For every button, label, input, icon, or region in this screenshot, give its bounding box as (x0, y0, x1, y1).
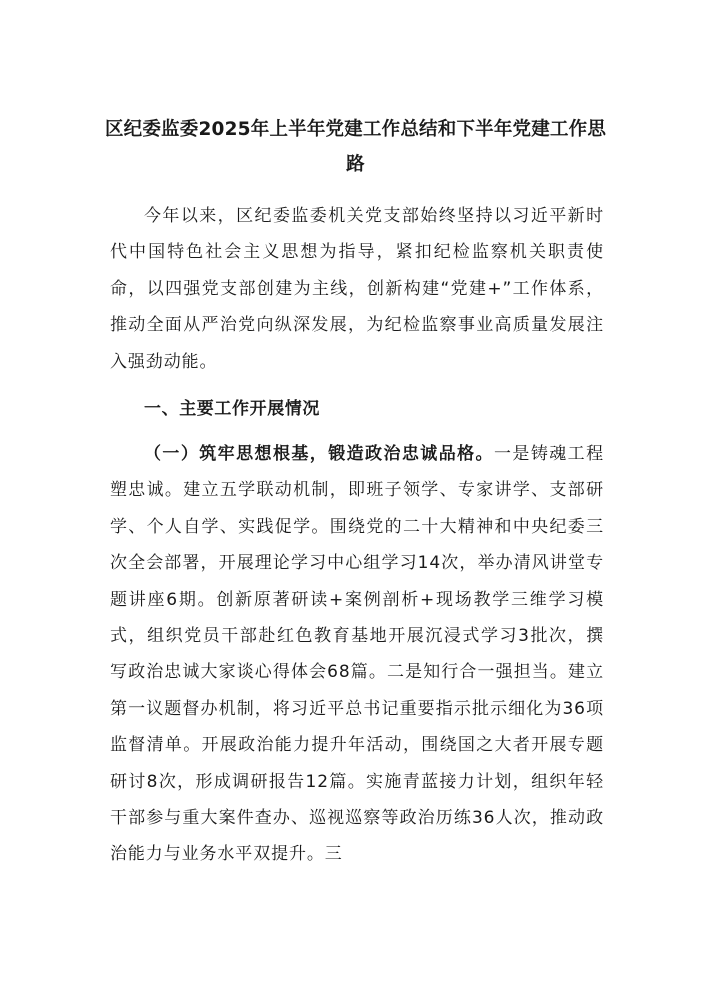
section-paragraph (110, 436, 604, 873)
subsection-heading: （一）筑牢思想根基，锻造政治忠诚品格。 (144, 444, 494, 464)
subsection-body: 一是铸魂工程塑忠诚。建立五学联动机制，即班子领学、专家讲学、支部研学、个人自学、实践促学。围绕党的二十大精神和中央纪委三次全会部署，开展理论学习中心组学习14次，举办清风讲堂专题讲座6期。创新原著研读+案例剖析+现场教学三维学习模式，组织党员干部赴红色教育基地开展沉浸式学习3批次，撰写政治忠诚大家谈心得体会68篇。二是知行合一强担当。建立第一议题督办机制，将习近平总书记重要指示批示细化为36项监督清单。开展政治能力提升年活动，围绕国之大者开展专题研讨8次，形成调研报告12篇。实施青蓝接力计划，组织年轻干部参与重大案件查办、巡视巡察等政治历练36人次，推动政治能力与业务水平双提升。三 (110, 444, 604, 865)
intro-paragraph: 今年以来，区纪委监委机关党支部始终坚持以习近平新时代中国特色社会主义思想为指导，紧扣纪检监察机关职责使命，以四强党支部创建为主线，创新构建“党建+”工作体系，推动全面从严治党向纵深发展，为纪检监察事业高质量发展注入强劲动能。 (110, 206, 604, 372)
document-title: 区纪委监委2025年上半年党建工作总结和下半年党建工作思路 (104, 119, 607, 175)
section-heading: 一、主要工作开展情况 (144, 399, 320, 419)
